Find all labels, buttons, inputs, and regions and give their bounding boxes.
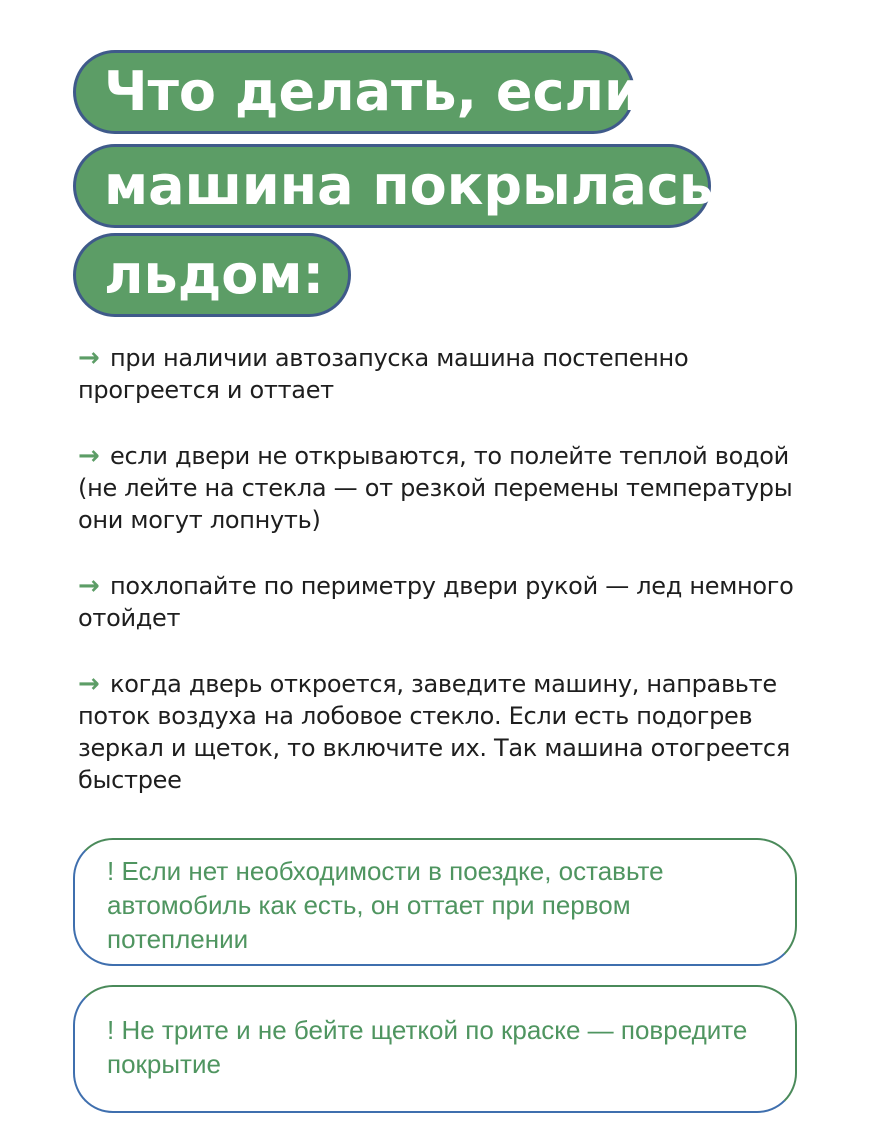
tip-text: когда дверь откроется, заведите машину, направьте поток воздуха на лобовое стекло. Если есть подогрев зеркал и щеток, то включите их. Так машина отогреется быстрее <box>78 670 790 794</box>
arrow-right-icon: → <box>78 571 100 601</box>
tip-item <box>78 342 818 406</box>
title-line-1: Что делать, если <box>73 50 635 134</box>
warning-note <box>73 985 797 1113</box>
warning-note <box>73 838 797 966</box>
tip-text: если двери не открываются, то полейте теплой водой (не лейте на стекла — от резкой перемены температуры они могут лопнуть) <box>78 442 793 534</box>
arrow-right-icon: → <box>78 441 100 471</box>
arrow-right-icon: → <box>78 669 100 699</box>
tip-text: при наличии автозапуска машина постепенно прогреется и оттает <box>78 344 689 404</box>
tip-item <box>78 668 818 796</box>
warning-note-text: ! Если нет необходимости в поездке, оставьте автомобиль как есть, он оттает при первом потеплении <box>107 856 664 954</box>
tip-item <box>78 570 818 634</box>
tip-item <box>78 440 818 536</box>
title-line-3: льдом: <box>73 233 351 317</box>
tip-text: похлопайте по периметру двери рукой — лед немного отойдет <box>78 572 794 632</box>
warning-note-text: ! Не трите и не бейте щеткой по краске — повредите покрытие <box>107 1015 748 1079</box>
arrow-right-icon: → <box>78 343 100 373</box>
title-line-2: машина покрылась <box>73 144 711 228</box>
